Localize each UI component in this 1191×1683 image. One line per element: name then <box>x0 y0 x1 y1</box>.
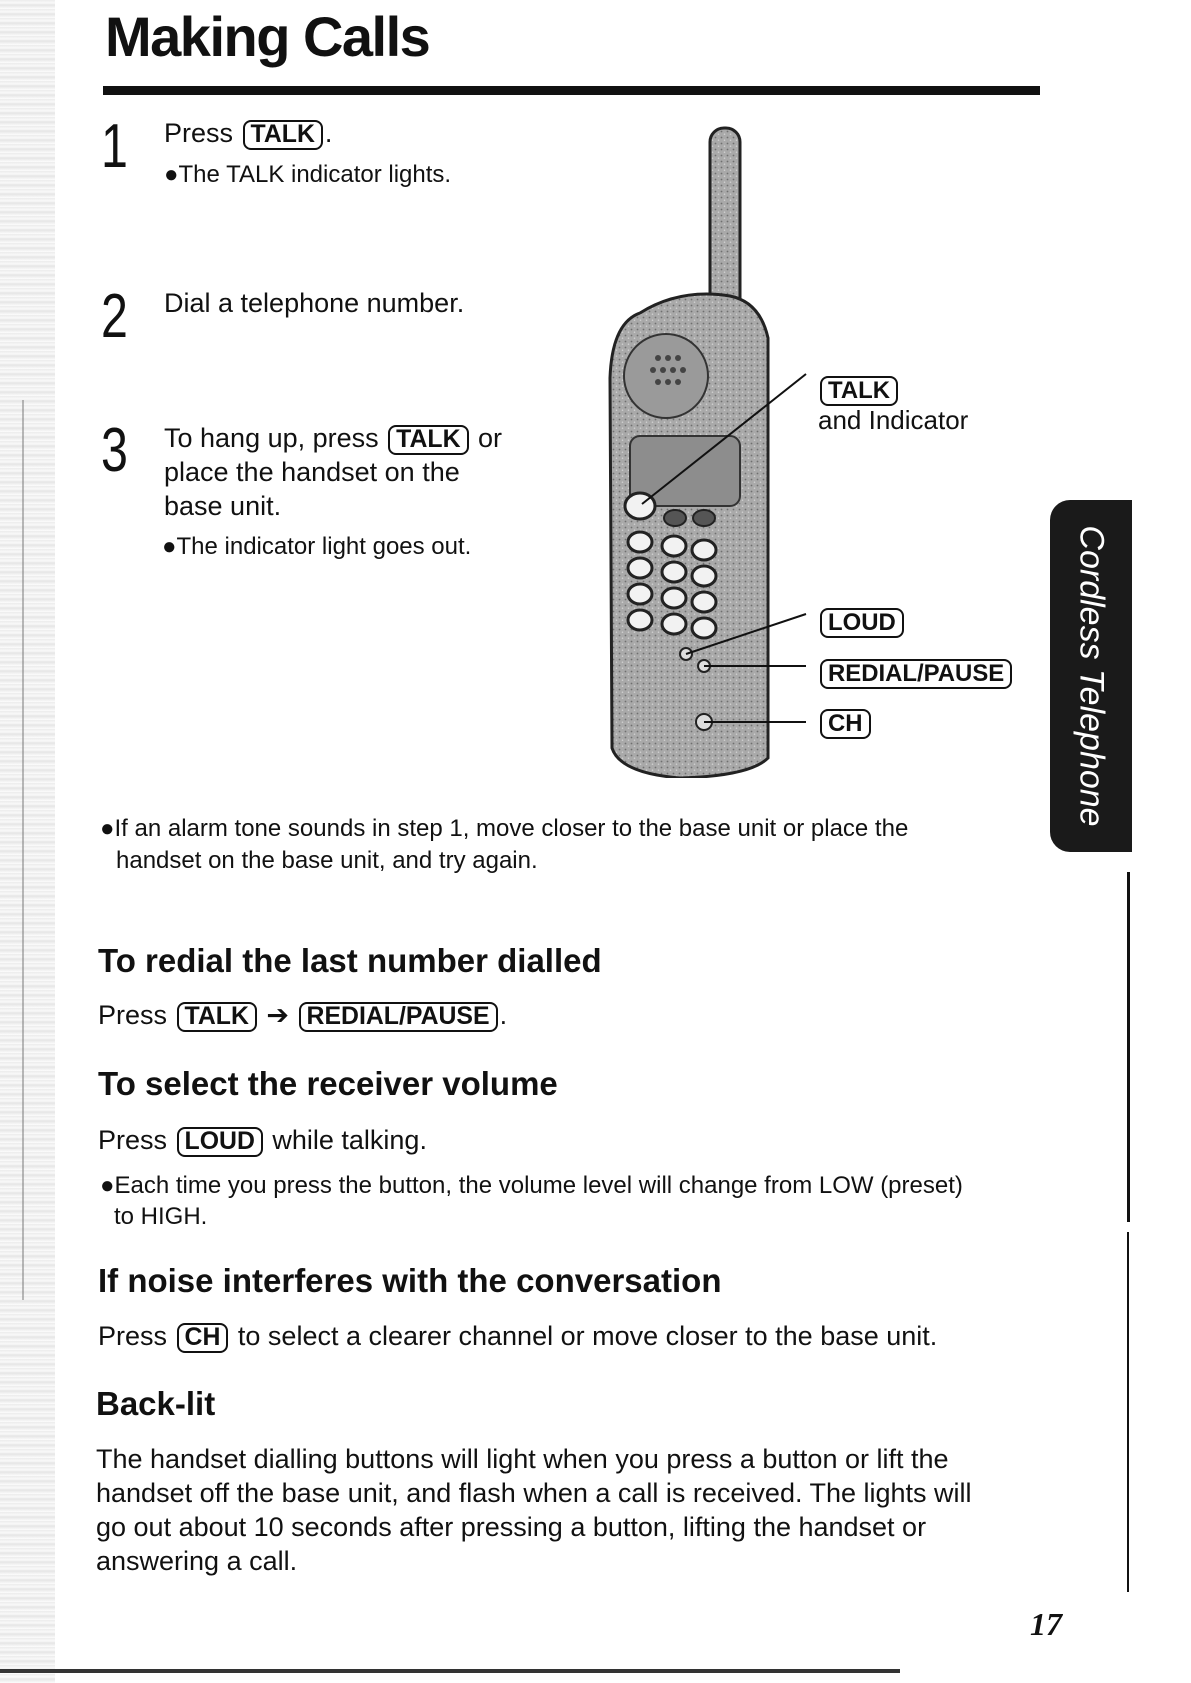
callout-talk-indicator: and Indicator <box>818 405 969 435</box>
loud-key: LOUD <box>177 1127 263 1157</box>
callout-ch <box>818 707 873 739</box>
page-number: 17 <box>1030 1606 1062 1642</box>
noise-post: to select a clearer channel or move closer to the base unit. <box>230 1321 938 1351</box>
step-2-text: Dial a telephone number. <box>164 288 465 318</box>
ch-key: CH <box>820 709 871 739</box>
arrow-right-icon: ➔ <box>266 1000 290 1030</box>
backlit-line-3: go out about 10 seconds after pressing a button, lifting the handset or <box>96 1512 927 1542</box>
step-3-post: or <box>470 423 503 453</box>
cordless-handset-illustration <box>600 118 830 778</box>
step-3-line-2: place the handset on the <box>164 457 460 487</box>
redial-post: . <box>499 1000 508 1030</box>
callout-loud <box>818 606 906 638</box>
backlit-paragraph <box>96 1442 972 1578</box>
callout-redial-pause <box>818 657 1014 689</box>
talk-key: TALK <box>243 120 323 150</box>
page-title: Making Calls <box>105 5 430 68</box>
right-margin-rule-upper <box>1127 872 1130 1222</box>
redial-heading: To redial the last number dialled <box>98 942 602 979</box>
noise-instruction <box>98 1319 937 1353</box>
bottom-rule <box>0 1669 900 1673</box>
volume-note-line-1: ●Each time you press the button, the volume level will change from LOW (preset) <box>100 1172 963 1199</box>
noise-pre: Press <box>98 1321 175 1351</box>
redial-pre: Press <box>98 1000 175 1030</box>
scan-edge-shadow <box>0 0 55 1683</box>
volume-note-line-2: to HIGH. <box>114 1203 208 1230</box>
volume-instruction <box>98 1123 427 1157</box>
backlit-heading: Back-lit <box>96 1385 216 1422</box>
volume-pre: Press <box>98 1125 175 1155</box>
step-3-line-3: base unit. <box>164 491 282 521</box>
backlit-line-2: handset off the base unit, and flash when a call is received. The lights will <box>96 1478 972 1508</box>
right-margin-rule-lower <box>1127 1232 1129 1592</box>
step-2-number: 2 <box>101 282 128 351</box>
step-1-note: ●The TALK indicator lights. <box>164 161 452 188</box>
title-rule <box>103 86 1040 95</box>
callout-talk <box>818 374 900 406</box>
ch-key: CH <box>177 1323 229 1353</box>
noise-heading: If noise interferes with the conversation <box>98 1262 722 1299</box>
side-tab-label: Cordless Telephone <box>1072 525 1111 827</box>
step-1-pre: Press <box>164 118 241 148</box>
loud-key: LOUD <box>820 608 904 638</box>
step-3-text <box>164 421 502 523</box>
step-3-line-1 <box>164 421 502 455</box>
volume-post: while talking. <box>264 1125 427 1155</box>
step-1-number: 1 <box>101 112 128 181</box>
scan-edge-line <box>22 400 24 1300</box>
backlit-line-4: answering a call. <box>96 1546 298 1576</box>
step-3-note: ●The indicator light goes out. <box>162 533 472 560</box>
talk-key: TALK <box>177 1002 257 1032</box>
redial-instruction <box>98 998 507 1032</box>
backlit-line-1: The handset dialling buttons will light when you press a button or lift the <box>96 1444 949 1474</box>
step-3-number: 3 <box>101 416 128 485</box>
alarm-note-line-2: handset on the base unit, and try again. <box>116 847 538 874</box>
talk-key: TALK <box>388 425 468 455</box>
step-1-text <box>164 116 332 150</box>
alarm-note-line-1: ●If an alarm tone sounds in step 1, move closer to the base unit or place the <box>100 815 909 842</box>
redial-pause-key: REDIAL/PAUSE <box>299 1002 498 1032</box>
step-3-pre: To hang up, press <box>164 423 387 453</box>
talk-key: TALK <box>820 376 898 406</box>
redial-pause-key: REDIAL/PAUSE <box>820 659 1012 689</box>
step-1-post: . <box>324 118 333 148</box>
volume-heading: To select the receiver volume <box>98 1065 558 1102</box>
